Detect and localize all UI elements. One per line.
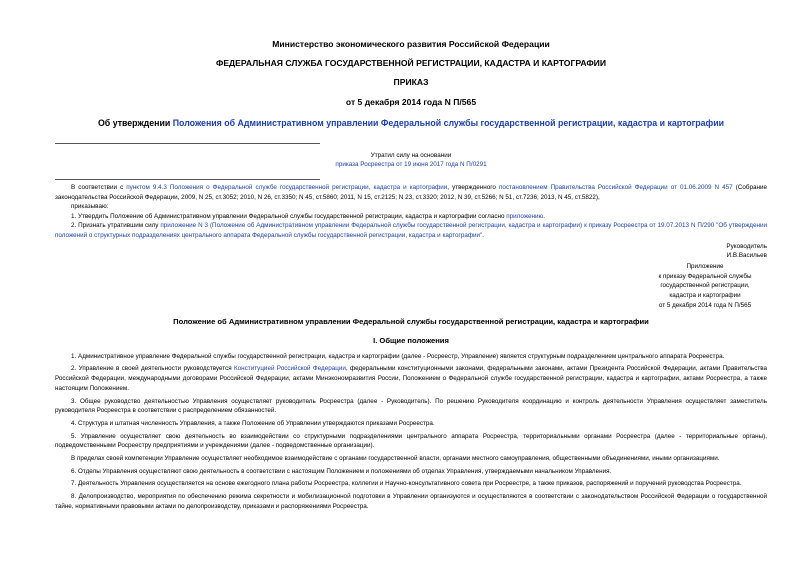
appendix-line: кадастра и картографии (669, 292, 741, 300)
repeal-order-link[interactable]: приказа Росреестра от 19 июня 2017 года N П/0291 (335, 161, 487, 168)
status-note (55, 151, 767, 169)
appendix-line: к приказу Федеральной службы (658, 272, 752, 280)
ministry-heading: Министерство экономического развития Российской Федерации (272, 39, 550, 49)
appendix-line: от 5 декабря 2014 года N П/565 (658, 301, 752, 309)
preamble-text: В соответствии с (71, 184, 127, 191)
preamble-paragraph (55, 183, 767, 202)
appendix-link[interactable]: приложению (506, 212, 544, 220)
item-text: . (543, 212, 546, 220)
repealed-appendix-link[interactable]: приложение N 3 (Положение об Административном управлении Федеральной службы государственной регистрации, кадастра и картографии) к приказу Росреестра от 19.07.2013 N П/290 "Об утверждении положений о структурных подразделениях центрального аппарата Федеральной службы государственной регистрации, кадастра и картографии" (55, 222, 767, 239)
constitution-link[interactable]: Конституцией Российской Федерации (234, 365, 346, 373)
appendix-line: государственной регистрации, (660, 282, 750, 290)
paragraph-text: 2. Управление в своей деятельности руководствуется (71, 365, 235, 373)
order-item-1 (55, 212, 767, 222)
item-text: 1. Утвердить Положение об Административном управлении Федеральной службы государственной регистрации, кадастра и картографии согласно (71, 212, 507, 220)
paragraph-5b: В пределах своей компетенции Управление осуществляет необходимое взаимодействие с органами государственной власти, органами местного самоуправления, общественными объединениями, иными организациями. (71, 455, 720, 463)
resolution-link[interactable]: постановлением Правительства Российской Федерации от 01.06.2009 N 457 (498, 184, 733, 191)
paragraph-4: 4. Структура и штатная численность Управления, а также Положение об Управлении утверждаются приказами Росреестра. (71, 419, 435, 427)
divider-line (55, 179, 320, 180)
order-word: приказываю: (71, 203, 109, 211)
status-line: Утратил силу на основании (370, 152, 452, 159)
paragraph-2 (55, 364, 767, 393)
service-heading: ФЕДЕРАЛЬНАЯ СЛУЖБА ГОСУДАРСТВЕННОЙ РЕГИСТРАЦИИ, КАДАСТРА И КАРТОГРАФИИ (215, 58, 607, 68)
signature-role: Руководитель (726, 242, 767, 250)
paragraph-5: 5. Управление осуществляет свою деятельность во взаимодействии со структурными подразделениями центрального аппарата Росреестра, территориальными органами Росреестра (далее - территориальные органы), подведомственными Росреестру предприятиями и учреждениями (далее - подведомственные организации). (55, 432, 767, 450)
paragraph-1: 1. Административное управление Федеральной службы государственной регистрации, кадастра и картографии (далее - Росреестр, Управление) является структурным подразделением центрального аппарата Росреестра. (71, 352, 725, 360)
regulation-title: Положение об Административном управлении Федеральной службы государственной регистрации, кадастра и картографии (173, 316, 649, 326)
preamble-text: , утвержденного (447, 184, 499, 191)
regulation-link[interactable]: Положения об Административном управлении Федеральной службы государственной регистрации, кадастра и картографии (172, 118, 725, 128)
document-page (55, 0, 767, 515)
appendix-label: Приложение (686, 262, 724, 270)
paragraph-7: 7. Деятельность Управления осуществляется на основе ежегодного плана работы Росреестра, коллегии и Научно-консультативного совета при Росреестре, а также приказов, распоряжений и поручений руководства Росреестра. (71, 480, 742, 488)
paragraph-text: , федеральными конституционными законами, федеральными законами, актами Президента Российской Федерации, актами Правительства Российской Федерации, международными договорами Российской Федерации, актами Минэкономразвития России, Положением о Федеральной службе государственной регистрации, кадастра и картографии, актами Росреестра, а также настоящим Положением. (55, 365, 768, 392)
section-title: I. Общие положения (373, 335, 449, 345)
item-text: . (482, 231, 485, 239)
paragraph-3: 3. Общее руководство деятельностью Управления осуществляет руководитель Росреестра (далее - Руководитель). По решению Руководителя координацию и контроль деятельности Управления осуществляет заместитель руководителя Росреестра в соответствии с распределением обязанностей. (55, 397, 767, 415)
paragraph-6: 6. Отделы Управления осуществляют свою деятельность в соответствии с настоящим Положением и положениями об отделах Управления, утверждаемыми начальником Управления. (71, 467, 612, 475)
doc-type-heading: ПРИКАЗ (393, 77, 429, 87)
clause-link[interactable]: пунктом 9.4.3 Положения о Федеральной службе государственной регистрации, кадастра и картографии (126, 184, 448, 191)
date-number-heading: от 5 декабря 2014 года N П/565 (345, 97, 477, 107)
divider-line (55, 143, 320, 144)
title-prefix: Об утверждении (97, 118, 173, 128)
preamble-text: (Собрание законодательства Российской Федерации, 2009, N 25, ст.3052; 2010, N 26, ст.3350; N 45, ст.5860; 2011, N 15, ст.2125; N 23, ст.3320; 2012, N 39, ст.5266; N 51, ст.7236; 2013, N 45, ст.5822), (55, 184, 767, 201)
document-title (55, 118, 767, 129)
signature-name: И.В.Васильев (726, 252, 767, 260)
paragraph-8: 8. Делопроизводство, мероприятия по обеспечению режима секретности и мобилизационной подготовки в Управлении организуются и осуществляются в соответствии с законодательством Российской Федерации о государственной тайне, нормативными правовыми актами по делопроизводству, приказами и распоряжениями Росреестра. (55, 493, 767, 510)
item-text: 2. Признать утратившим силу (71, 222, 161, 230)
order-item-2 (55, 221, 767, 240)
